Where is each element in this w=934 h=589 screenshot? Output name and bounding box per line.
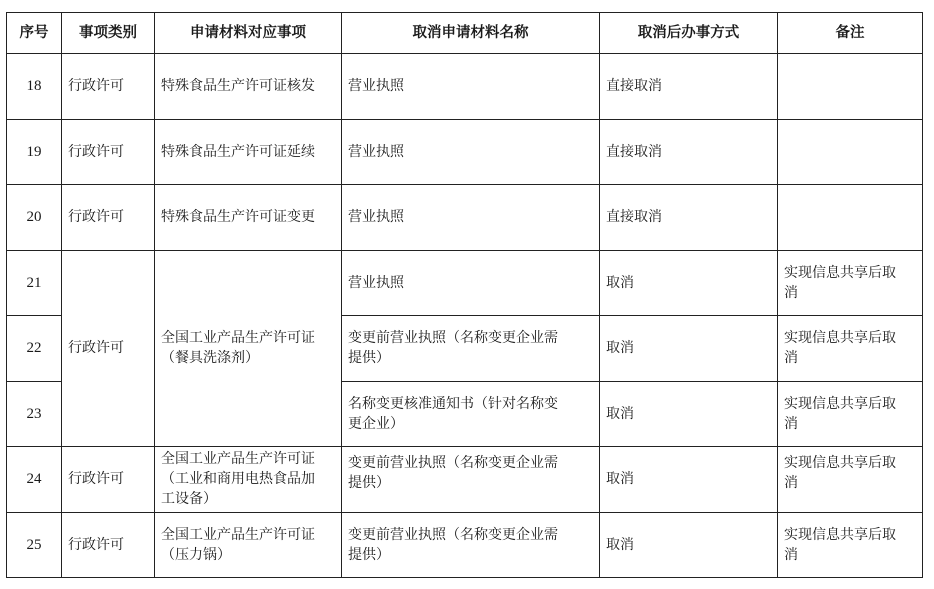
row-remark: 实现信息共享后取 消 (778, 316, 923, 382)
row-method: 直接取消 (600, 119, 778, 185)
row-category: 行政许可 (62, 447, 155, 513)
row-remark: 实现信息共享后取 消 (778, 447, 923, 513)
row-remark: 实现信息共享后取 消 (778, 381, 923, 447)
row-method: 直接取消 (600, 54, 778, 120)
header-remark: 备注 (778, 13, 923, 54)
row-category: 行政许可 (62, 250, 155, 447)
row-method: 取消 (600, 447, 778, 513)
row-number: 19 (7, 119, 62, 185)
row-remark: 实现信息共享后取 消 (778, 512, 923, 578)
table-row (7, 512, 923, 578)
table-row (7, 250, 923, 316)
row-method: 取消 (600, 316, 778, 382)
row-remark (778, 185, 923, 251)
row-matter: 特殊食品生产许可证延续 (155, 119, 342, 185)
row-material: 变更前营业执照（名称变更企业需 提供） (342, 512, 600, 578)
row-method: 直接取消 (600, 185, 778, 251)
row-matter: 全国工业产品生产许可证 （压力锅） (155, 512, 342, 578)
row-matter: 全国工业产品生产许可证 （餐具洗涤剂） (155, 250, 342, 447)
row-matter: 全国工业产品生产许可证 （工业和商用电热食品加 工设备） (155, 447, 342, 513)
row-material: 营业执照 (342, 250, 600, 316)
row-category: 行政许可 (62, 54, 155, 120)
row-number: 18 (7, 54, 62, 120)
row-remark: 实现信息共享后取 消 (778, 250, 923, 316)
header-matter: 申请材料对应事项 (155, 13, 342, 54)
row-material: 变更前营业执照（名称变更企业需 提供） (342, 316, 600, 382)
table-row (7, 54, 923, 120)
row-matter: 特殊食品生产许可证核发 (155, 54, 342, 120)
header-category: 事项类别 (62, 13, 155, 54)
row-category: 行政许可 (62, 512, 155, 578)
row-number: 22 (7, 316, 62, 382)
row-category: 行政许可 (62, 119, 155, 185)
row-remark (778, 54, 923, 120)
header-method: 取消后办事方式 (600, 13, 778, 54)
row-number: 25 (7, 512, 62, 578)
row-material: 营业执照 (342, 185, 600, 251)
row-method: 取消 (600, 381, 778, 447)
row-material: 变更前营业执照（名称变更企业需 提供） (342, 447, 600, 513)
row-number: 21 (7, 250, 62, 316)
materials-table (6, 12, 923, 578)
row-material: 名称变更核准通知书（针对名称变 更企业） (342, 381, 600, 447)
header-number: 序号 (7, 13, 62, 54)
row-number: 24 (7, 447, 62, 513)
row-matter: 特殊食品生产许可证变更 (155, 185, 342, 251)
row-method: 取消 (600, 250, 778, 316)
table-row (7, 447, 923, 513)
row-method: 取消 (600, 512, 778, 578)
row-remark (778, 119, 923, 185)
row-material: 营业执照 (342, 119, 600, 185)
table-row (7, 119, 923, 185)
header-material: 取消申请材料名称 (342, 13, 600, 54)
row-number: 20 (7, 185, 62, 251)
table-header-row (7, 13, 923, 54)
row-number: 23 (7, 381, 62, 447)
row-category: 行政许可 (62, 185, 155, 251)
table-row (7, 185, 923, 251)
row-material: 营业执照 (342, 54, 600, 120)
